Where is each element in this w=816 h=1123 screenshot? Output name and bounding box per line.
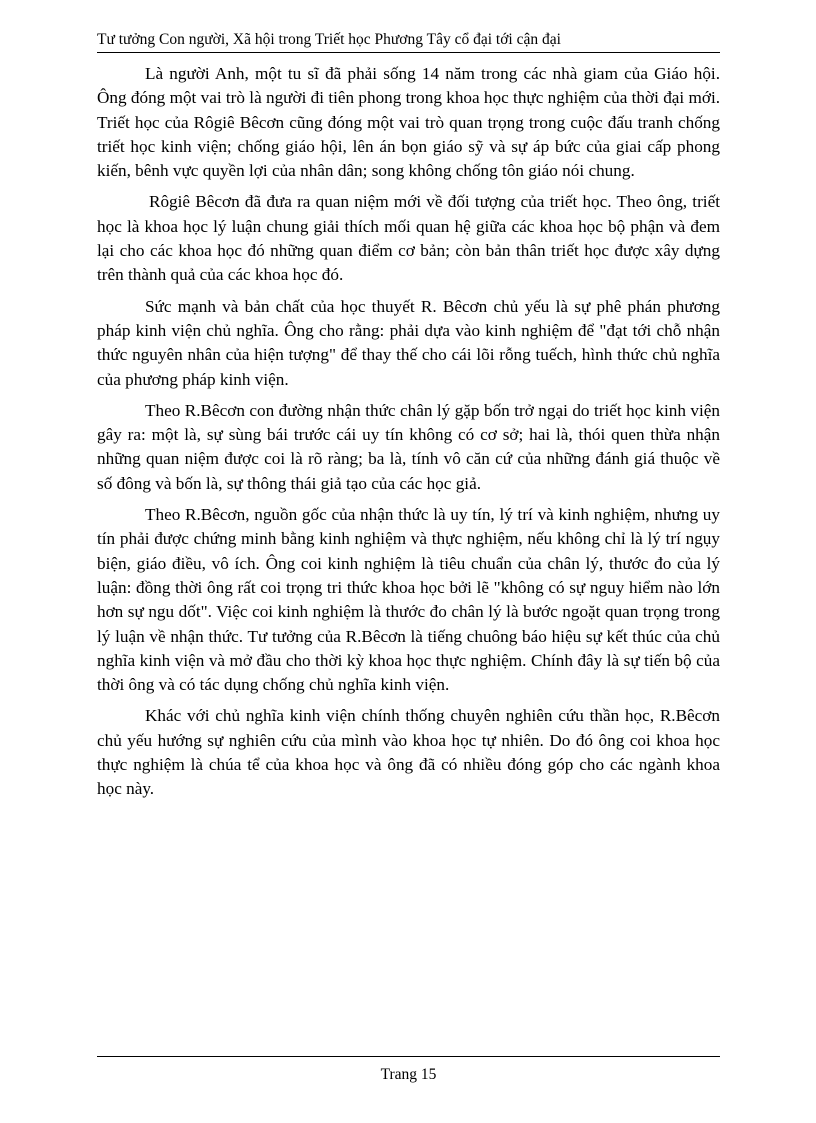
paragraph-4: Theo R.Bêcơn con đường nhận thức chân lý gặp bốn trở ngại do triết học kinh viện gây ra: một là, sự sùng bái trước cái uy tín không có cơ sở; hai là, thói quen thừa nhận những quan niệm được coi là rõ ràng; ba là, tính vô căn cứ của những đánh giá thuộc về số đông và bốn là, sự thông thái giả tạo của các học giả.: [97, 400, 720, 493]
page-number: Trang 15: [380, 1066, 437, 1083]
page-footer: [97, 1056, 720, 1084]
paragraph-1: Là người Anh, một tu sĩ đã phải sống 14 năm trong các nhà giam của Giáo hội. Ông đóng một vai trò là người đi tiên phong trong khoa học thực nghiệm của thời đại mới. Triết học của Rôgiê Bêcơn cũng đóng một vai trò quan trọng trong cuộc đấu tranh chống triết học kinh viện; chống giáo hội, lên án bọn giáo sỹ và sự áp bức của giai cấp phong kiến, bênh vực quyền lợi của nhân dân; song không chống tôn giáo nói chung.: [97, 64, 721, 181]
document-body: [97, 62, 720, 809]
paragraph-5: Theo R.Bêcơn, nguồn gốc của nhận thức là uy tín, lý trí và kinh nghiệm, nhưng uy tín phải được chứng minh bằng kinh nghiệm và thực nghiệm, nếu không chỉ là lý trí ngụy biện, giáo điều, vô ích. Ông coi kinh nghiệm là tiêu chuẩn của chân lý, thước đo của lý luận: đồng thời ông rất coi trọng tri thức khoa học bởi lẽ "không có sự nguy hiểm nào lớn hơn sự ngu dốt". Việc coi kinh nghiệm là thước đo chân lý là bước ngoặt quan trọng trong lý luận về nhận thức. Tư tưởng của R.Bêcơn là tiếng chuông báo hiệu sự kết thúc của chủ nghĩa kinh viện và mở đầu cho thời kỳ khoa học thực nghiệm. Chính đây là sự tiến bộ của thời ông và có tác dụng chống chủ nghĩa kinh viện.: [97, 505, 720, 695]
paragraph-2: Rôgiê Bêcơn đã đưa ra quan niệm mới về đối tượng của triết học. Theo ông, triết học là khoa học lý luận chung giải thích mối quan hệ giữa các khoa học bộ phận và đem lại cho các khoa học đó những quan điểm cơ bản; còn bản thân triết học được xây dựng trên thành quả của các khoa học đó.: [97, 192, 720, 285]
paragraph-3: Sức mạnh và bản chất của học thuyết R. Bêcơn chủ yếu là sự phê phán phương pháp kinh viện chủ nghĩa. Ông cho rằng: phải dựa vào kinh nghiệm để "đạt tới chỗ nhận thức nguyên nhân của hiện tượng" để thay thế cho cái lõi rỗng tuếch, hình thức chủ nghĩa của phương pháp kinh viện.: [97, 296, 720, 389]
paragraph-6: Khác với chủ nghĩa kinh viện chính thống chuyên nghiên cứu thần học, R.Bêcơn chủ yếu hướng sự nghiên cứu của mình vào khoa học tự nhiên. Do đó ông coi khoa học thực nghiệm là chúa tể của khoa học và ông đã có nhiều đóng góp cho các ngành khoa học này.: [97, 706, 720, 799]
page-header: [97, 30, 720, 53]
document-title: Tư tưởng Con người, Xã hội trong Triết học Phương Tây cổ đại tới cận đại: [97, 31, 561, 48]
